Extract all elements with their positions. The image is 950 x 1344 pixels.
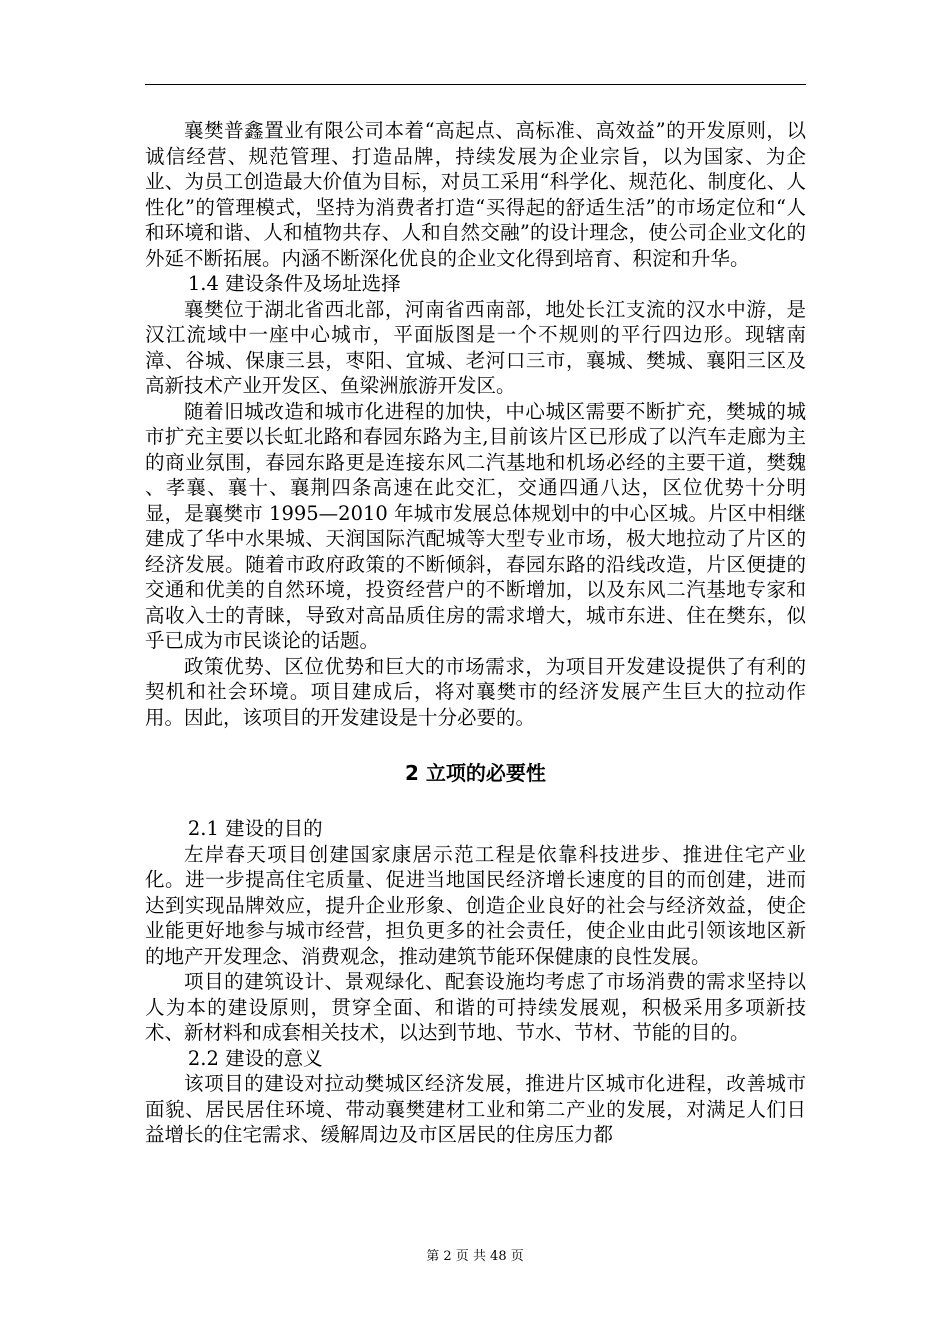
policy-advantage-paragraph: 政策优势、区位优势和巨大的市场需求，为项目开发建设提供了有利的契机和社会环境。项目建成后，将对襄樊市的经济发展产生巨大的拉动作用。因此，该项目的开发建设是十分必要的。 xyxy=(145,654,806,729)
location-paragraph: 襄樊位于湖北省西北部，河南省西南部，地处长江支流的汉水中游，是汉江流域中一座中心城市，平面版图是一个不规则的平行四边形。现辖南漳、谷城、保康三县，枣阳、宜城、老河口三市，襄城、樊城、襄阳三区及高新技术产业开发区、鱼梁洲旅游开发区。 xyxy=(145,297,806,397)
company-philosophy-paragraph: 襄樊普鑫置业有限公司本着“高起点、高标准、高效益”的开发原则，以诚信经营、规范管理、打造品牌，持续发展为企业宗旨，以为国家、为企业、为员工创造最大价值为目标，对员工采用“科学化、规范化、制度化、人性化”的管理模式，坚持为消费者打造“买得起的舒适生活”的市场定位和“人和环境和谐、人和植物共存、人和自然交融”的设计理念，使公司企业文化的外延不断拓展。内涵不断深化优良的企业文化得到培育、积淀和升华。 xyxy=(145,119,806,270)
page-number-footer: 第 2 页 共 48 页 xyxy=(426,1249,524,1264)
subheading-1-4: 1.4 建设条件及场址选择 xyxy=(187,272,401,295)
subheading-2-2: 2.2 建设的意义 xyxy=(187,1046,323,1070)
urban-development-paragraph: 随着旧城改造和城市化进程的加快，中心城区需要不断扩充，樊城的城市扩充主要以长虹北路和春园东路为主,目前该片区已形成了以汽车走廊为主的商业氛围，春园东路更是连接东风二汽基地和机场必经的主要干道，樊魏 、孝襄、襄十、襄荆四条高速在此交汇，交通四通八达，区位优势十分明显，是襄樊市 1995—2010 年城市发展总体规划中的中心区城。片区中相继建成了华中水果城、天润国际汽配城等大型专业市场，极大地拉动了片区的经济发展。随着市政府政策的不断倾斜，春园东路的沿线改造，片区便捷的交通和优美的自然环境，投资经营户的不断增加，以及东风二汽基地专家和高收入士的青睐，导致对高品质住房的需求增大，城市东进、住在樊东，似乎已成为市民谈论的话题。 xyxy=(145,399,806,652)
design-paragraph: 项目的建筑设计、景观绿化、配套设施均考虑了市场消费的需求坚持以人为本的建设原则，贯穿全面、和谐的可持续发展观，积极采用多项新技术、新材料和成套相关技术，以达到节地、节水、节材、节能的目的。 xyxy=(145,970,806,1044)
subheading-2-1: 2.1 建设的目的 xyxy=(187,817,323,840)
document-body xyxy=(145,118,806,1148)
header-rule xyxy=(145,84,806,85)
purpose-paragraph: 左岸春天项目创建国家康居示范工程是依靠科技进步、推进住宅产业化。进一步提高住宅质量、促进当地国民经济增长速度的目的而创建，进而达到实现品牌效应，提升企业形象、创造企业良好的社会与经济效益，使企业能更好地参与城市经营，担负更多的社会责任，使企业由此引领该地区新的地产开发理念、消费观念，推动建筑节能环保健康的良性发展。 xyxy=(145,842,806,968)
section-2-title: 2 立项的必要性 xyxy=(405,761,546,785)
significance-paragraph: 该项目的建设对拉动樊城区经济发展，推进片区城市化进程，改善城市面貌、居民居住环境、带动襄樊建材工业和第二产业的发展，对满足人们日益增长的住宅需求、缓解周边及市区居民的住房压力都 xyxy=(145,1072,806,1146)
